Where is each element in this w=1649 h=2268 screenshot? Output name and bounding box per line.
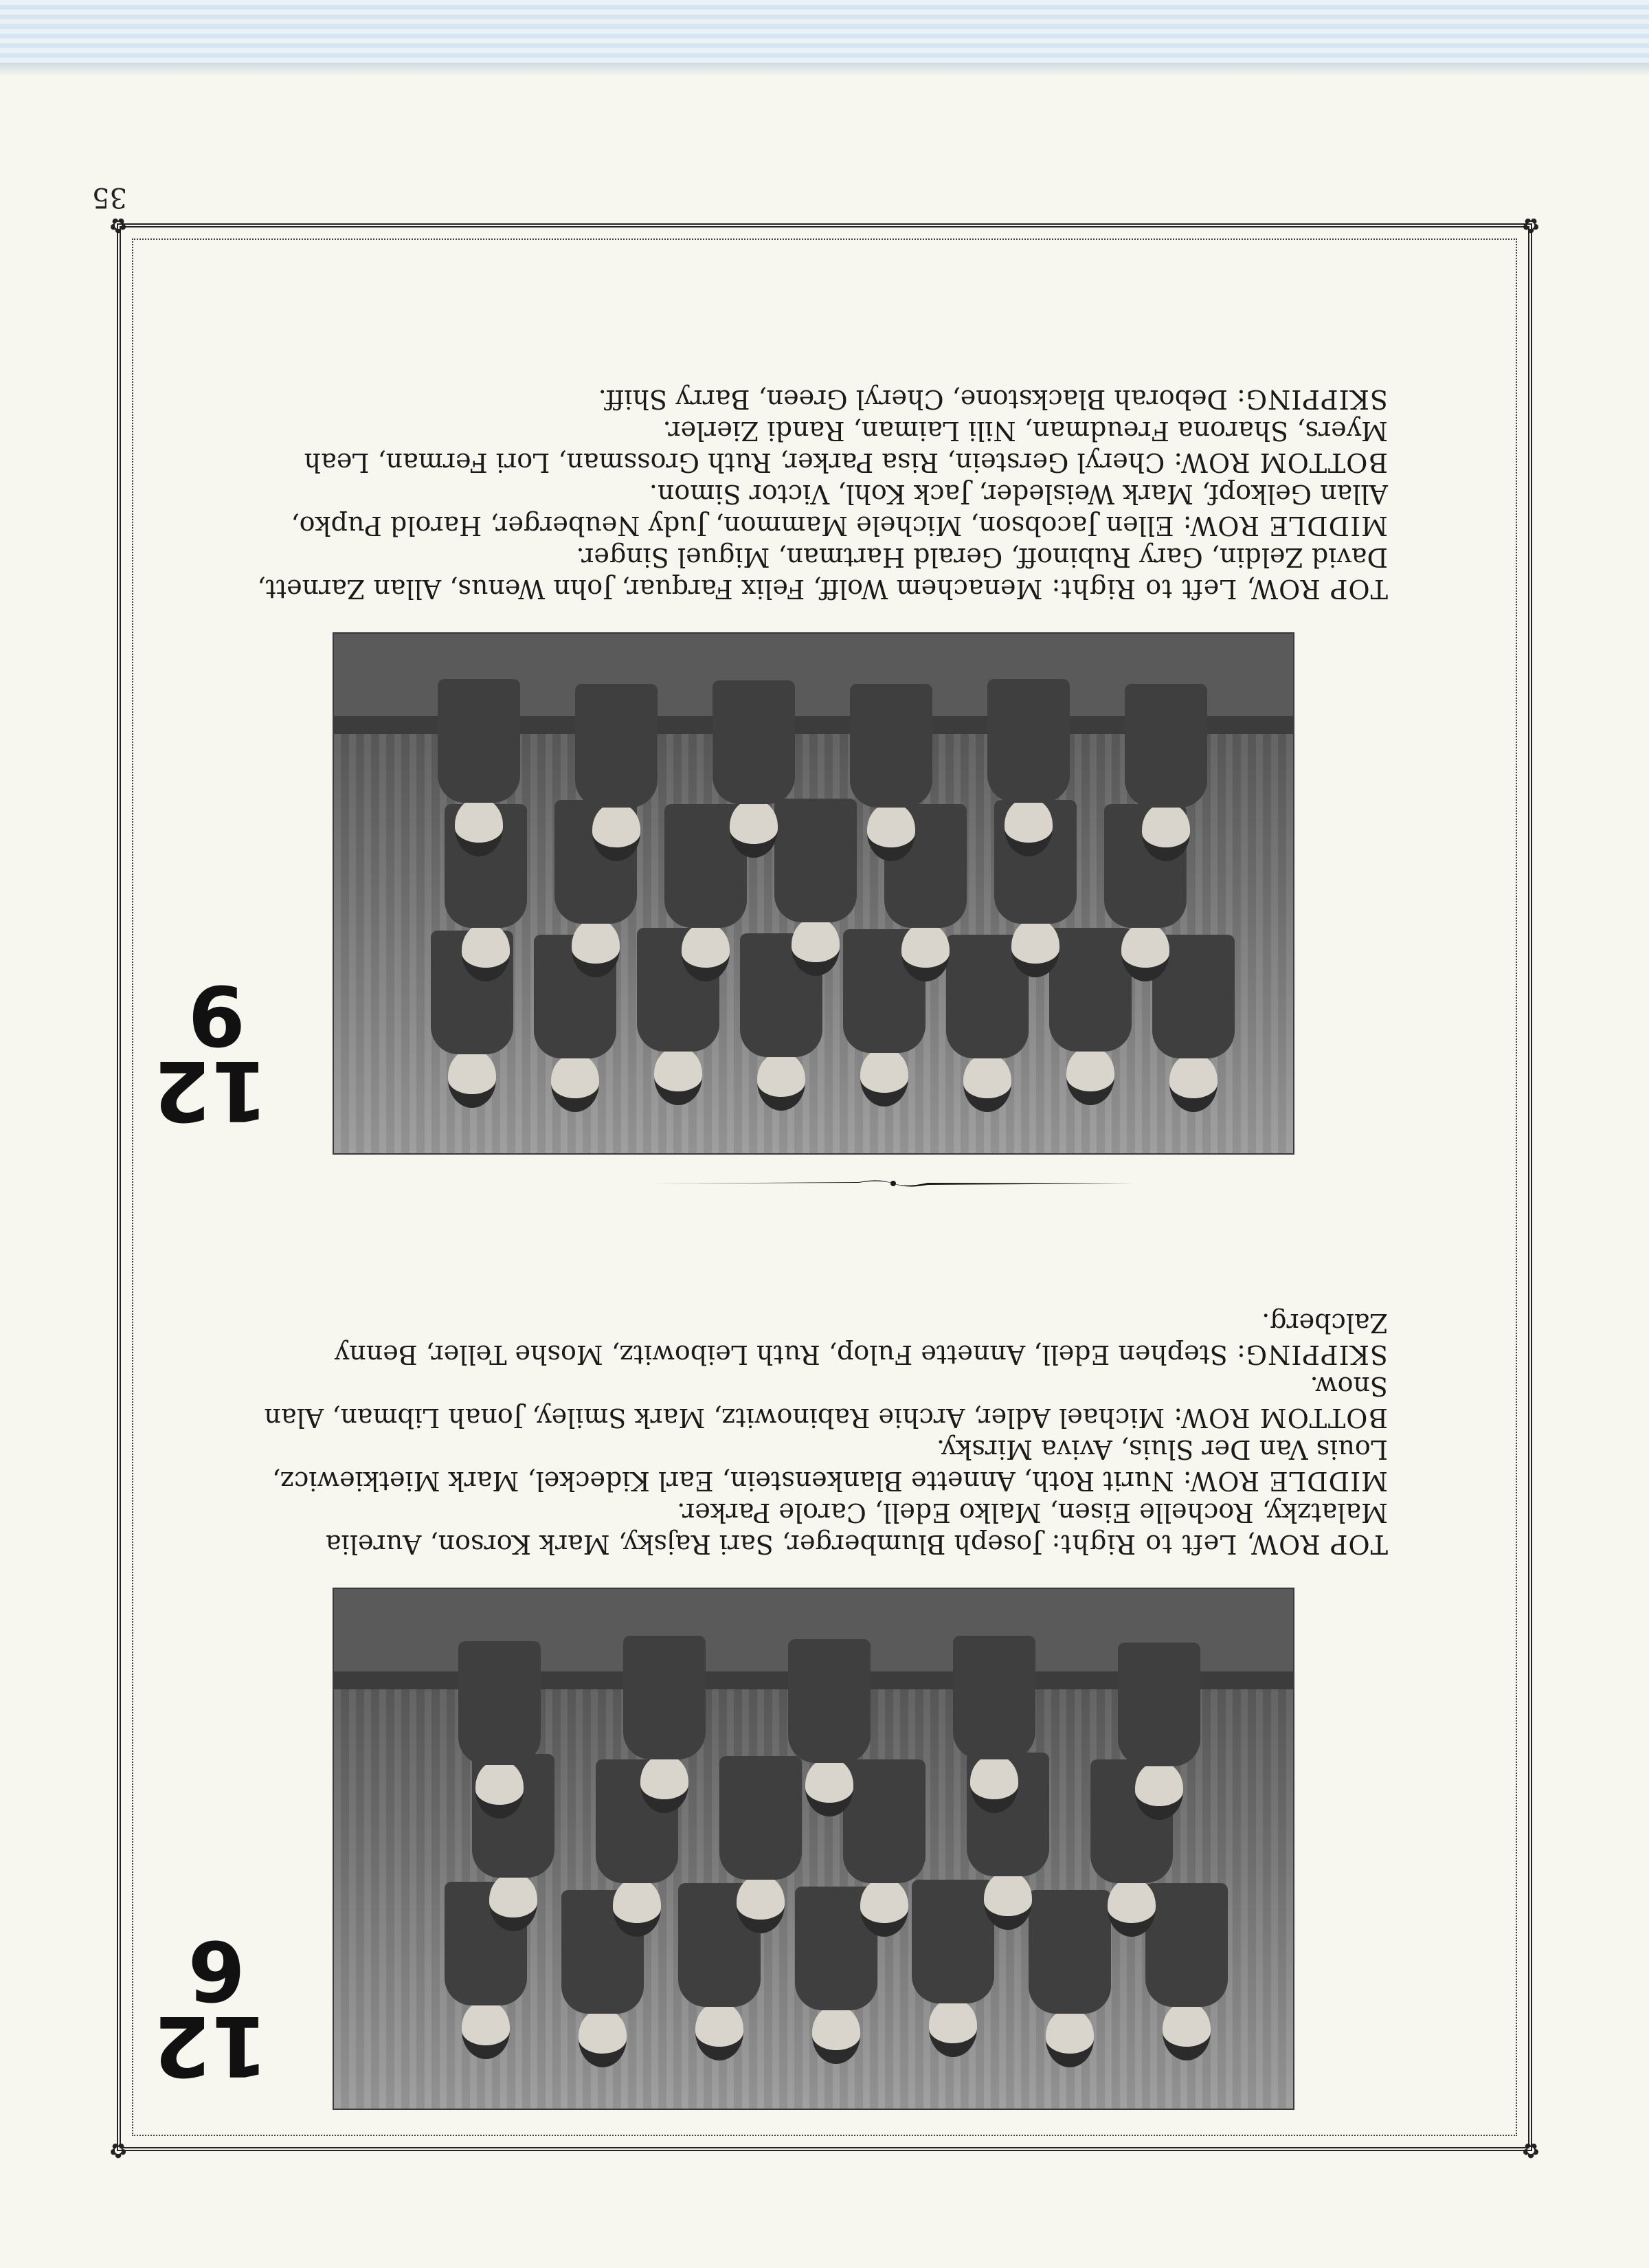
- page-number: 35: [92, 181, 127, 213]
- grade-number: 12: [153, 1997, 268, 2093]
- class-section-12-6: [153, 1210, 1491, 2110]
- caption-skipping: SKIPPING: Stephen Edell, Annette Fulop, Ruth Leibowitz, Moshe Teller, Benny Zalcberg.: [334, 1308, 1388, 1370]
- caption-top-row: TOP ROW, Left to Right: Menachem Wolff, Felix Farquar, John Wenus, Allan Zarnett, David Zeldin, Gary Rubinoff, Gerald Hartman, Miguel Singer.: [257, 542, 1388, 604]
- grade-number: 12: [153, 1042, 268, 1137]
- caption-skipping: SKIPPING: Deborah Blackstone, Cheryl Green, Barry Shiff.: [598, 384, 1388, 414]
- ornamental-divider: [653, 1177, 1134, 1190]
- scan-strip: [0, 0, 1649, 63]
- caption-bottom-row: BOTTOM ROW: Cheryl Gerstein, Risa Parker, Ruth Grossman, Lori Ferman, Leah Myers, Sharona Freudman, Nili Laiman, Randi Zierler.: [304, 416, 1388, 478]
- corner-ornament-icon: ✿: [109, 213, 127, 237]
- corner-ornament-icon: ✿: [1522, 2138, 1540, 2162]
- printed-sheet: [0, 76, 1649, 2268]
- class-number: 6: [188, 1922, 245, 2017]
- grade-class-heading: [153, 966, 268, 1137]
- caption: [254, 1307, 1388, 1560]
- class-photo: [333, 1588, 1294, 2110]
- class-section-12-9: [153, 254, 1491, 1155]
- corner-ornament-icon: ✿: [109, 2138, 127, 2162]
- caption-top-row: TOP ROW, Left to Right: Joseph Blumberger, Sari Rajsky, Mark Korson, Aurelia Malatzky, Rochelle Eisen, Malko Edell, Carole Parker.: [326, 1498, 1388, 1559]
- class-number: 9: [188, 966, 245, 1062]
- caption: [254, 383, 1388, 605]
- caption-bottom-row: BOTTOM ROW: Michael Adler, Archie Rabinowitz, Mark Smiley, Jonah Libman, Alan Snow.: [264, 1371, 1388, 1433]
- corner-ornament-icon: ✿: [1522, 213, 1540, 237]
- caption-middle-row: MIDDLE ROW: Nurit Roth, Annette Blankenstein, Earl Kideckel, Mark Mietkiewicz, Louis Van Der Sluis, Aviva Mirsky.: [272, 1434, 1388, 1496]
- caption-middle-row: MIDDLE ROW: Ellen Jacobson, Michele Mammon, Judy Neuberger, Harold Pupko, Allan Gelkopf, Mark Weisleder, Jack Kohl, Victor Simon.: [291, 479, 1388, 541]
- scan-edge: [0, 63, 1649, 76]
- class-photo: [333, 632, 1294, 1155]
- grade-class-heading: [153, 1922, 268, 2093]
